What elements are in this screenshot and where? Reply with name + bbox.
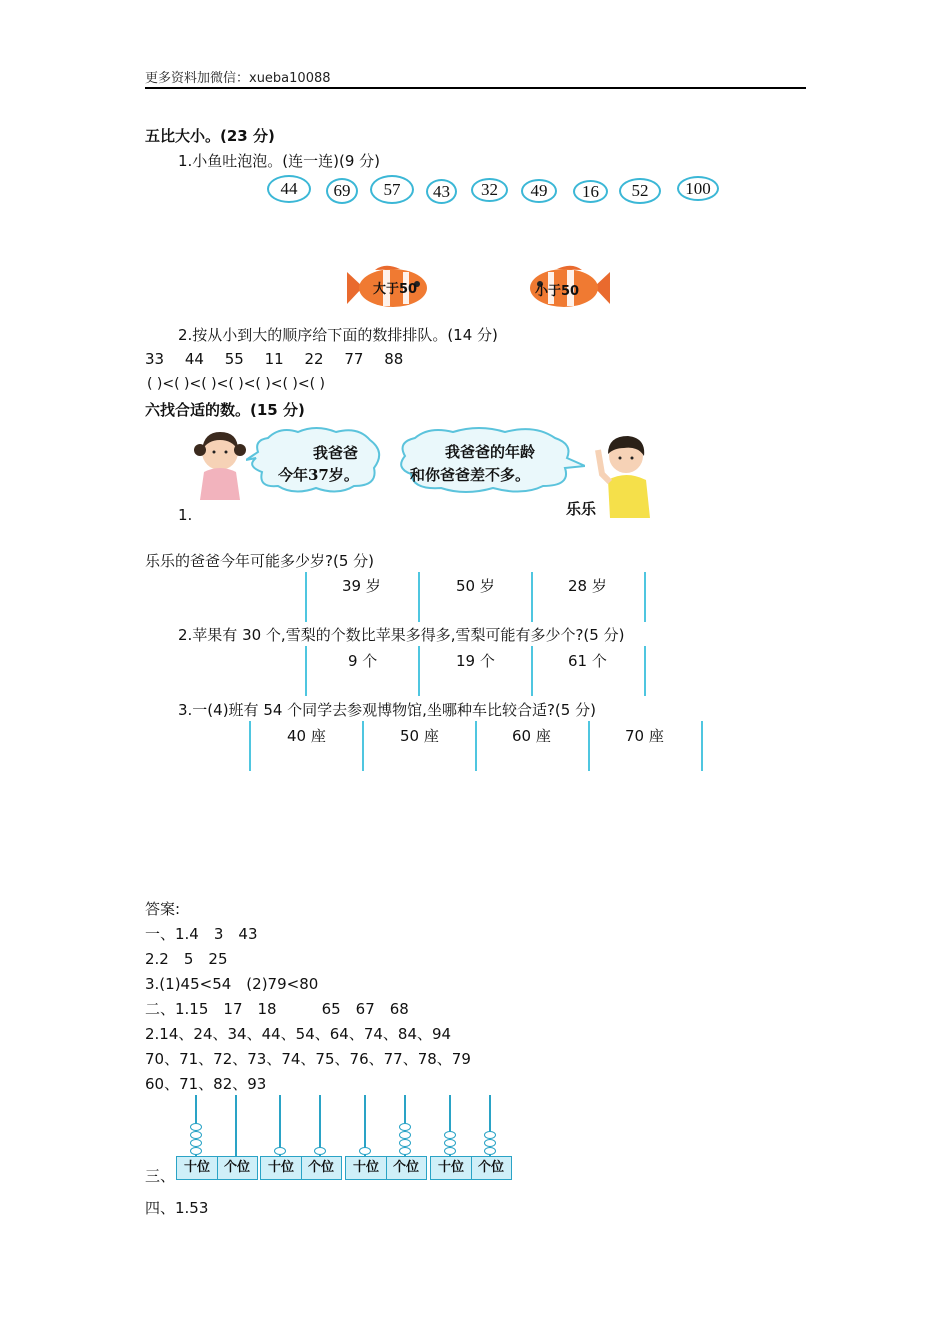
section-5-title: 五比大小。(23 分) (145, 127, 275, 145)
abacus-bead (484, 1147, 496, 1155)
girl-speech-line1: 我爸爸 (313, 444, 359, 462)
number: 11 (264, 350, 284, 368)
option-divider (644, 646, 646, 696)
bubble: 69 (326, 178, 358, 204)
abacus-ones-label: 个位 (477, 1160, 504, 1175)
abacus-bead (444, 1131, 456, 1139)
abacus-ones-label: 个位 (223, 1160, 250, 1175)
abacus-bead (399, 1139, 411, 1147)
q2-option[interactable]: 9 个 (348, 652, 378, 670)
bubble: 16 (573, 180, 608, 203)
q2-label: 2.按从小到大的顺序给下面的数排排队。(14 分) (178, 326, 498, 344)
number: 33 (145, 350, 165, 368)
abacus-bead (274, 1147, 286, 1155)
q1-number: 1. (178, 506, 193, 524)
answer-line: 3.(1)45<54 (2)79<80 (145, 975, 319, 993)
q2-option[interactable]: 61 个 (568, 652, 607, 670)
abacus-bead (484, 1139, 496, 1147)
abacus-bead (190, 1131, 202, 1139)
option-divider (305, 572, 307, 622)
bubble: 49 (521, 179, 557, 203)
abacus-tens-label: 十位 (261, 1157, 302, 1179)
girl-illustration (192, 428, 248, 503)
abacus-tens-label: 十位 (431, 1157, 472, 1179)
q3-text: 3.一(4)班有 54 个同学去参观博物馆,坐哪种车比较合适?(5 分) (178, 701, 596, 719)
abacus-bead (444, 1139, 456, 1147)
answers-title: 答案: (145, 900, 181, 918)
number: 44 (184, 350, 204, 368)
abacus-bead (359, 1147, 371, 1155)
abacus-ones-label: 个位 (307, 1160, 334, 1175)
option-divider (418, 646, 420, 696)
abacus-bead (399, 1131, 411, 1139)
bubble: 32 (471, 178, 508, 202)
q2-option[interactable]: 19 个 (456, 652, 495, 670)
option-divider (588, 721, 590, 771)
abacus-bead (190, 1139, 202, 1147)
option-divider (418, 572, 420, 622)
abacus (345, 1156, 427, 1180)
fish-less-than-50 (527, 262, 612, 312)
abacus-bead (444, 1147, 456, 1155)
header-divider (145, 87, 806, 89)
answer-line: 一、1.4 3 43 (145, 925, 258, 943)
boy-speech-line1: 我爸爸的年龄 (445, 443, 536, 461)
abacus (176, 1156, 258, 1180)
option-divider (249, 721, 251, 771)
abacus-bead (314, 1147, 326, 1155)
answer-line: 2.14、24、34、44、54、64、74、84、94 (145, 1025, 452, 1043)
abacus-bead (399, 1123, 411, 1131)
q1-option[interactable]: 50 岁 (456, 577, 495, 595)
number: 22 (304, 350, 324, 368)
answer-san-label: 三、 (145, 1167, 176, 1185)
bubble: 44 (267, 175, 311, 203)
boy-name: 乐乐 (566, 500, 597, 518)
abacus-bead (399, 1147, 411, 1155)
page-header: 更多资料加微信：xueba10088 (145, 71, 331, 86)
abacus-bead (190, 1123, 202, 1131)
girl-speech-line2: 今年37岁。 (278, 466, 359, 484)
q3-option[interactable]: 40 座 (287, 727, 326, 745)
abacus-ones-rod (235, 1095, 237, 1156)
number: 88 (384, 350, 404, 368)
abacus (260, 1156, 342, 1180)
q1-option[interactable]: 28 岁 (568, 577, 607, 595)
answer-si-line: 四、1.53 (145, 1199, 209, 1217)
option-divider (475, 721, 477, 771)
q2-numbers (145, 350, 419, 368)
q1-option[interactable]: 39 岁 (342, 577, 381, 595)
q3-option[interactable]: 60 座 (512, 727, 551, 745)
q3-option[interactable]: 50 座 (400, 727, 439, 745)
q2-blanks: ( )<( )<( )<( )<( )<( )<( ) (147, 376, 326, 392)
answer-line: 70、71、72、73、74、75、76、77、78、79 (145, 1050, 471, 1068)
answer-line: 2.2 5 25 (145, 950, 228, 968)
number: 55 (224, 350, 244, 368)
bubble: 100 (677, 176, 719, 201)
abacus-bead (190, 1147, 202, 1155)
boy-speech-line2: 和你爸爸差不多。 (410, 466, 531, 484)
number: 77 (344, 350, 364, 368)
abacus-tens-label: 十位 (177, 1157, 218, 1179)
boy-illustration (592, 432, 654, 522)
fish-left-label: 大于50 (373, 282, 418, 297)
bubble: 57 (370, 175, 414, 204)
option-divider (644, 572, 646, 622)
q1-label: 1.小鱼吐泡泡。(连一连)(9 分) (178, 152, 381, 170)
abacus-bead (484, 1131, 496, 1139)
q1-text: 乐乐的爸爸今年可能多少岁?(5 分) (145, 552, 374, 570)
bubble: 52 (619, 178, 661, 204)
bubble: 43 (426, 179, 457, 204)
fish-right-label: 小于50 (535, 284, 580, 299)
option-divider (531, 646, 533, 696)
section-6-title: 六找合适的数。(15 分) (145, 401, 305, 419)
answer-line: 二、1.15 17 18 65 67 68 (145, 1000, 409, 1018)
abacus (430, 1156, 512, 1180)
option-divider (305, 646, 307, 696)
option-divider (362, 721, 364, 771)
answer-line: 60、71、82、93 (145, 1075, 267, 1093)
q2-text: 2.苹果有 30 个,雪梨的个数比苹果多得多,雪梨可能有多少个?(5 分) (178, 626, 625, 644)
abacus-ones-label: 个位 (392, 1160, 419, 1175)
option-divider (701, 721, 703, 771)
fish-greater-than-50 (345, 262, 430, 312)
q3-option[interactable]: 70 座 (625, 727, 664, 745)
abacus-tens-label: 十位 (346, 1157, 387, 1179)
option-divider (531, 572, 533, 622)
